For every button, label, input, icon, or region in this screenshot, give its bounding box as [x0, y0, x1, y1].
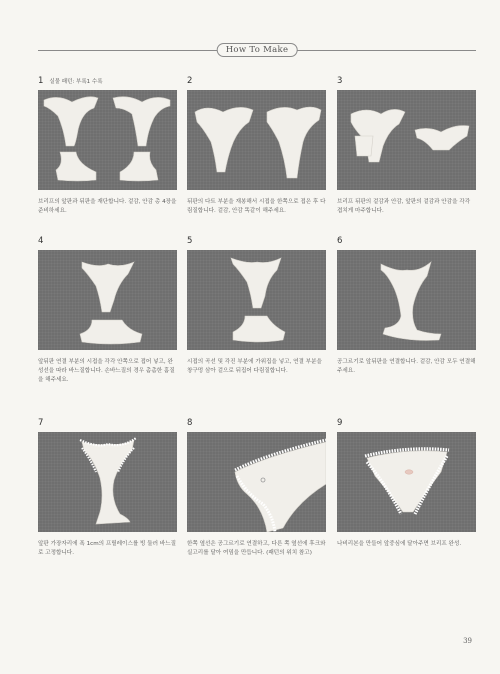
- step-number: 7: [38, 418, 44, 428]
- step-5: [187, 236, 326, 376]
- step-number: 6: [337, 236, 343, 246]
- lace-trim-illustration: [38, 432, 177, 532]
- step-7: [38, 418, 177, 558]
- step-caption: 브리프 뒤판의 겉감과 안감, 앞판의 겉감과 안감을 각각 겹치게 마주합니다.: [337, 199, 471, 214]
- step-6: [337, 236, 476, 376]
- step-caption: 앞판 가장자리에 폭 1cm의 프릴레이스를 빙 둘러 바느질로 고정합니다.: [38, 541, 177, 556]
- step-photo: [187, 432, 326, 532]
- stitched-pieces-illustration: [38, 250, 177, 350]
- step-photo: [38, 90, 177, 190]
- step-photo: [337, 90, 476, 190]
- page-number: 39: [463, 637, 472, 645]
- step-photo: [187, 90, 326, 190]
- step-number: 9: [337, 418, 343, 428]
- step-caption: 시접의 곡선 및 각진 부분에 가위집을 넣고, 연결 부분을 창구멍 삼아 겉으로 뒤집어 다림질합니다.: [187, 359, 322, 374]
- step-number: 2: [187, 76, 193, 86]
- pattern-pieces-illustration: [38, 90, 177, 190]
- step-number: 5: [187, 236, 193, 246]
- step-caption: 뒤판의 다트 부분을 재봉해서 시접을 한쪽으로 접은 후 다림질합니다. 겉감, 안감 똑같이 해주세요.: [187, 199, 326, 214]
- section-header: [38, 44, 476, 56]
- layered-pieces-illustration: [337, 90, 476, 190]
- step-photo: [187, 250, 326, 350]
- step-photo: [337, 250, 476, 350]
- step-number: 3: [337, 76, 343, 86]
- turned-pieces-illustration: [187, 250, 326, 350]
- step-photo: [38, 432, 177, 532]
- step-number: 1: [38, 76, 44, 86]
- step-photo: [38, 250, 177, 350]
- hook-closure-illustration: [187, 432, 326, 532]
- finished-brief-illustration: [337, 432, 476, 532]
- step-2: [187, 76, 326, 216]
- step-3: [337, 76, 476, 216]
- step-caption: 한쪽 옆선은 공그르기로 연결하고, 다른 쪽 옆선에 후크와 실고리를 달아 여밈을 만듭니다. (패턴의 위치 참고): [187, 541, 326, 556]
- step-1: [38, 76, 177, 216]
- step-4: [38, 236, 177, 385]
- step-8: [187, 418, 326, 558]
- step-caption: 브리프의 앞판과 뒤판을 재단합니다. 겉감, 안감 총 4장을 준비하세요.: [38, 199, 177, 214]
- step-9: [337, 418, 476, 549]
- step-caption: 공그르기로 앞뒤판을 연결합니다. 겉감, 안감 모두 연결해주세요.: [337, 359, 476, 374]
- joined-brief-illustration: [337, 250, 476, 350]
- step-caption: 나비리본을 만들어 앞중심에 달아주면 브리프 완성.: [337, 541, 462, 547]
- sewn-back-pieces-illustration: [187, 90, 326, 190]
- step-note: 실물 패턴: 부록1 수록: [49, 79, 103, 85]
- step-number: 8: [187, 418, 193, 428]
- header-title: How To Make: [217, 43, 298, 57]
- step-caption: 앞뒤판 연결 부분의 시접을 각각 안쪽으로 접어 넣고, 완성선을 따라 바느질합니다. 손바느질의 경우 촘촘한 홈질을 해주세요.: [38, 359, 175, 383]
- step-photo: [337, 432, 476, 532]
- step-number: 4: [38, 236, 44, 246]
